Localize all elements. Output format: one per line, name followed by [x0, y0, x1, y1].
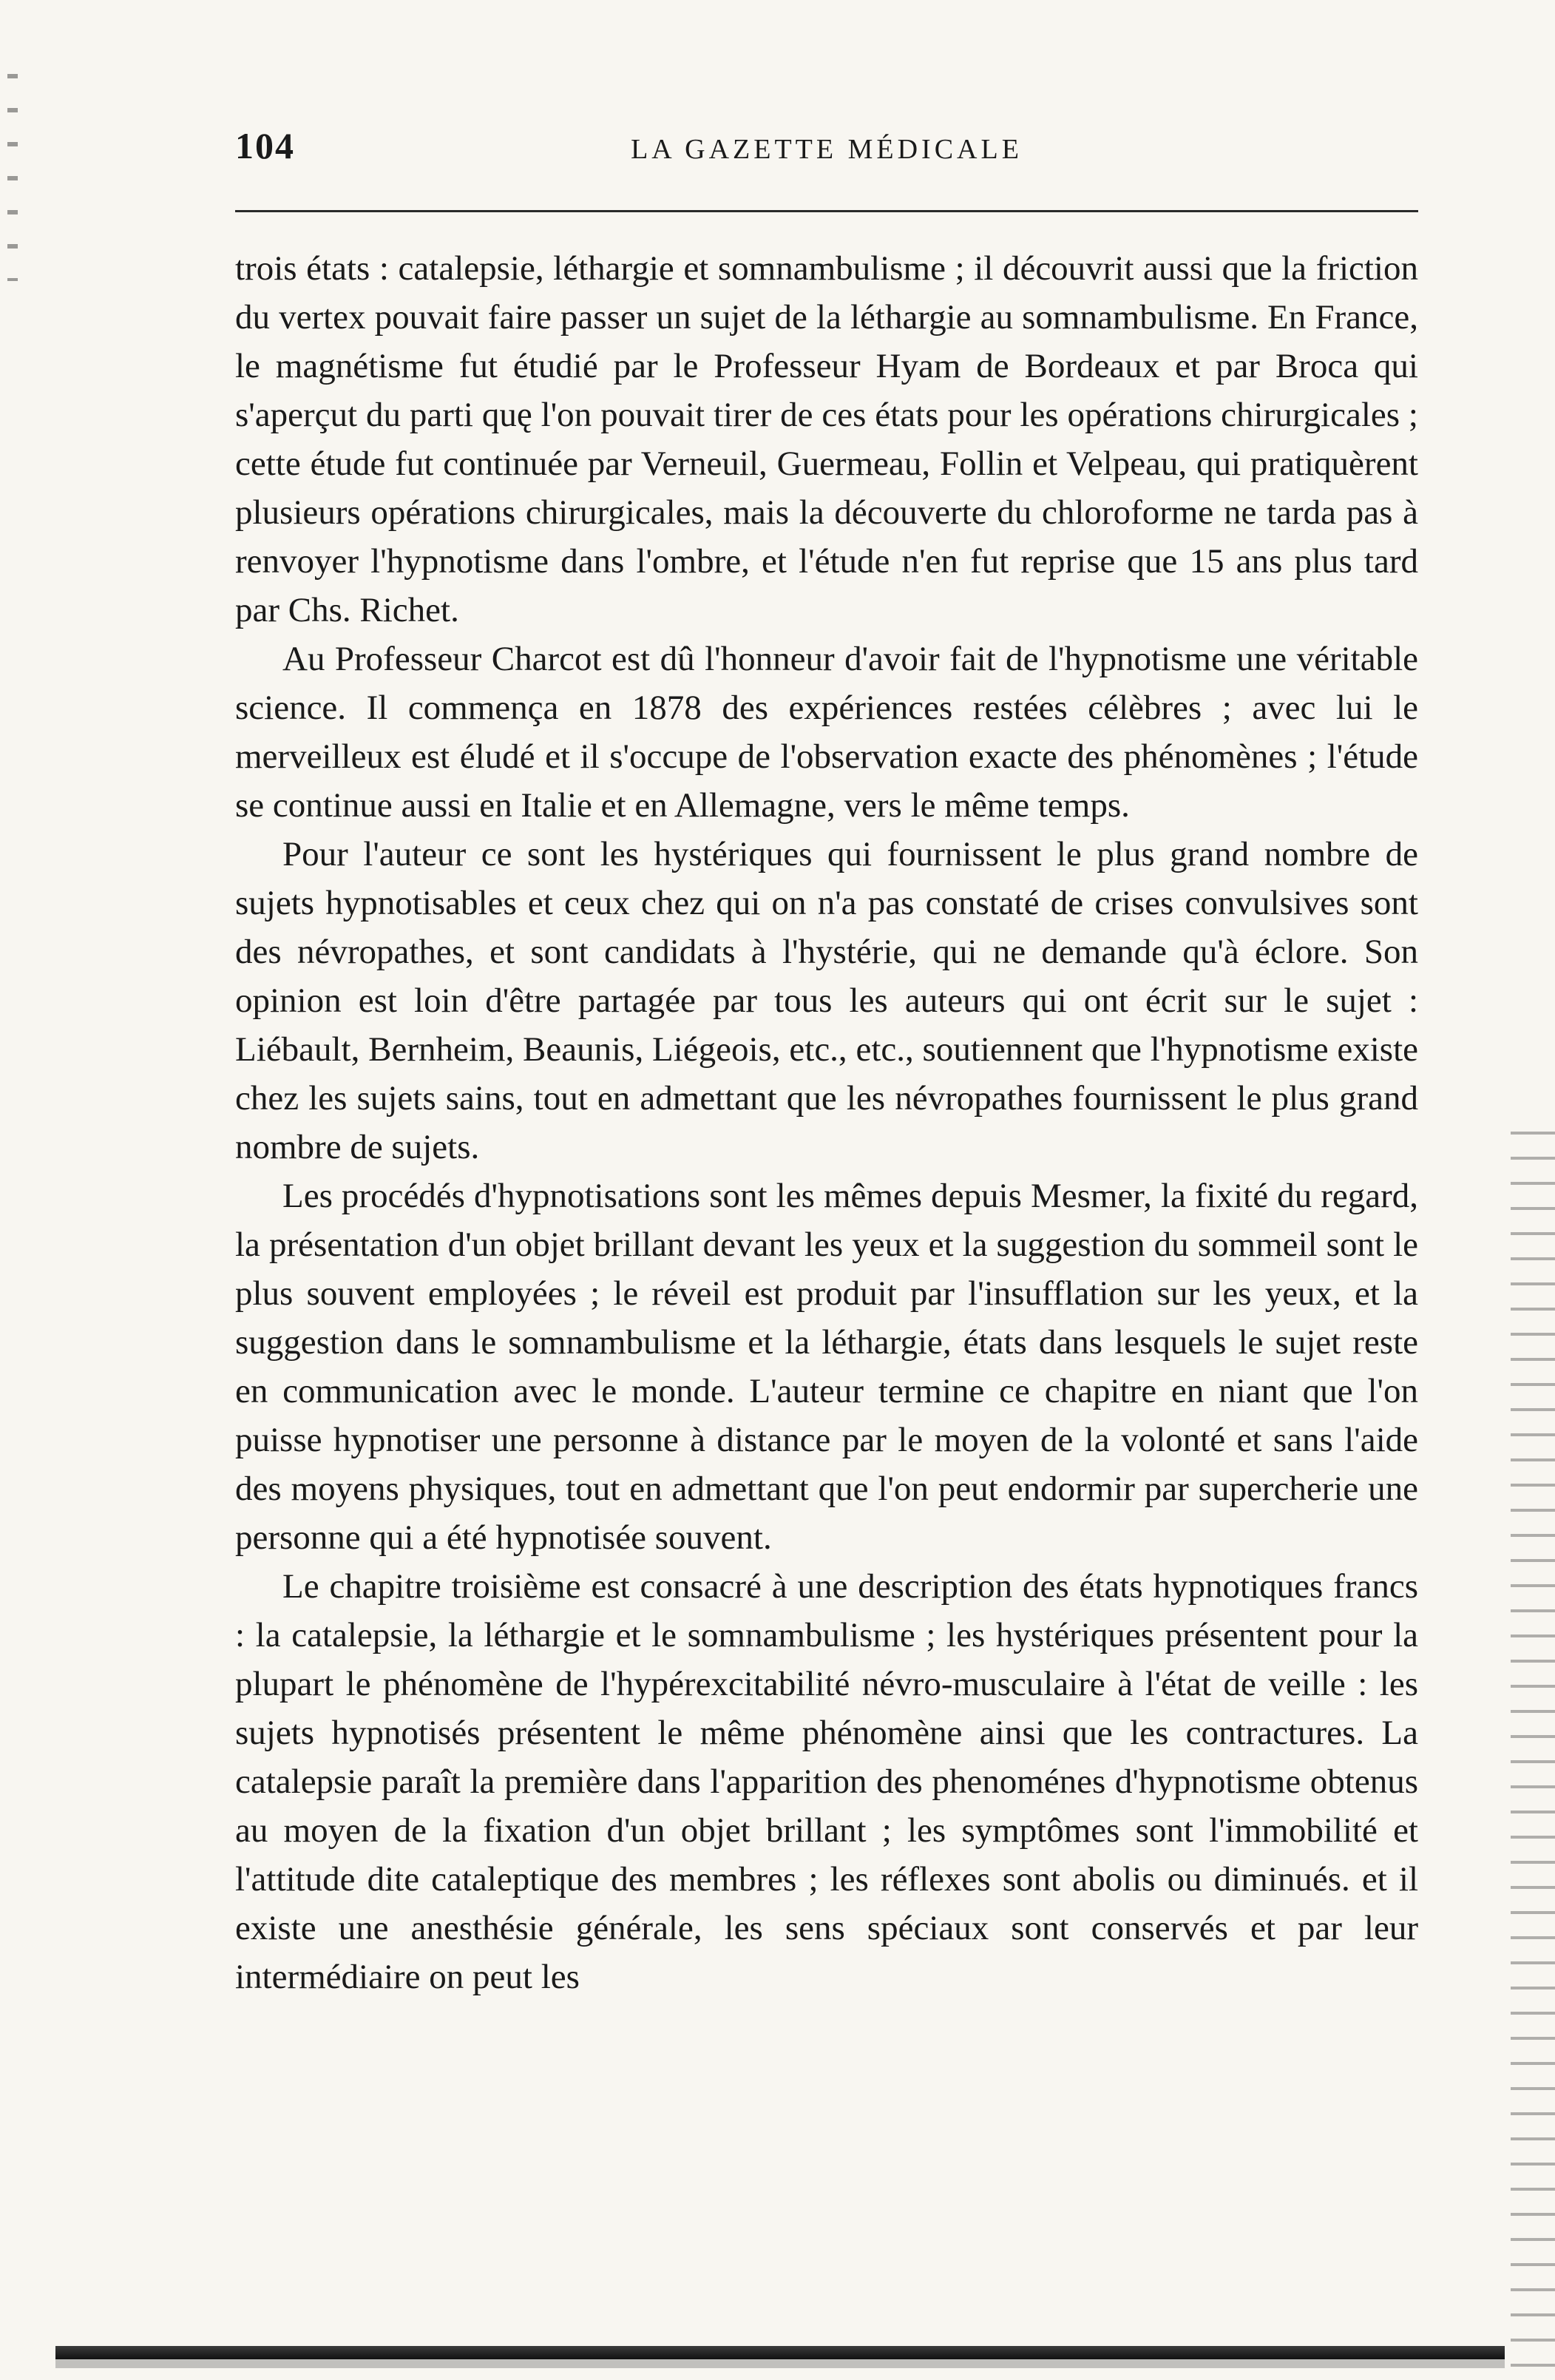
paragraph: Pour l'auteur ce sont les hystériques qui fournissent le plus grand nombre de sujets hypnotisables et ceux chez qui on n'a pas constaté de crises convulsives sont des névropathes, et sont candidats à l'hystérie, qui ne demande qu'à éclore. Son opinion est loin d'être partagée par tous les auteurs qui ont écrit sur le sujet : Liébault, Bernheim, Beaunis, Liégeois, etc., etc., soutiennent que l'hypnotisme existe chez les sujets sains, tout en admettant que les névropathes fournissent le plus grand nombre de sujets. [235, 835, 1418, 1166]
page-number: 104 [235, 125, 295, 166]
page-header [235, 124, 1418, 183]
scan-bottom-edge [55, 2346, 1505, 2359]
paragraph: Le chapitre troisième est consacré à une description des états hypnotiques francs : la catalepsie, la léthargie et le somnambulisme ; les hystériques présentent pour la plupart le phénomène de l'hypérexcitabilité névro-musculaire à l'état de veille : les sujets hypnotisés présentent le même phénomène ainsi que les contractures. La catalepsie paraît la première dans l'apparition des phenoménes d'hypnotisme obtenus au moyen de la fixation d'un objet brillant ; les symptômes sont l'immobilité et l'attitude dite cataleptique des membres ; les réflexes sont abolis ou diminués. et il existe une anesthésie générale, les sens spéciaux sont conservés et par leur intermédiaire on peut les [235, 1567, 1418, 1996]
paragraph: Au Professeur Charcot est dû l'honneur d'avoir fait de l'hypnotisme une véritable science. Il commença en 1878 des expériences restées célèbres ; avec lui le merveilleux est éludé et il s'occupe de l'observation exacte des phénomènes ; l'étude se continue aussi en Italie et en Allemagne, vers le même temps. [235, 640, 1418, 825]
scan-margin-specks-left [7, 44, 18, 281]
scan-bottom-shadow [55, 2359, 1505, 2368]
running-title: LA GAZETTE MÉDICALE [631, 134, 1023, 165]
scan-margin-specks-right [1511, 1109, 1555, 2367]
paragraph: trois états : catalepsie, léthargie et somnambulisme ; il découvrit aussi que la friction du vertex pouvait faire passer un sujet de la léthargie au somnambulisme. En France, le magnétisme fut étudié par le Professeur Hyam de Bordeaux et par Broca qui s'aperçut du parti quę l'on pouvait tirer de ces états pour les opérations chirurgicales ; cette étude fut continuée par Verneuil, Guermeau, Follin et Velpeau, qui pratiquèrent plusieurs opérations chirurgicales, mais la découverte du chloroforme ne tarda pas à renvoyer l'hypnotisme dans l'ombre, et l'étude n'en fut reprise que 15 ans plus tard par Chs. Richet. [235, 249, 1418, 629]
paragraph: Les procédés d'hypnotisations sont les mêmes depuis Mesmer, la fixité du regard, la présentation d'un objet brillant devant les yeux et la suggestion du sommeil sont le plus souvent employées ; le réveil est produit par l'insufflation sur les yeux, et la suggestion dans le somnambulisme et la léthargie, états dans lesquels le sujet reste en communication avec le monde. L'auteur termine ce chapitre en niant que l'on puisse hypnotiser une personne à distance par le moyen de la volonté et sans l'aide des moyens physiques, tout en admettant que l'on peut endormir par supercherie une personne qui a été hypnotisée souvent. [235, 1177, 1418, 1557]
header-rule [235, 210, 1418, 212]
body-text [235, 244, 1418, 2001]
